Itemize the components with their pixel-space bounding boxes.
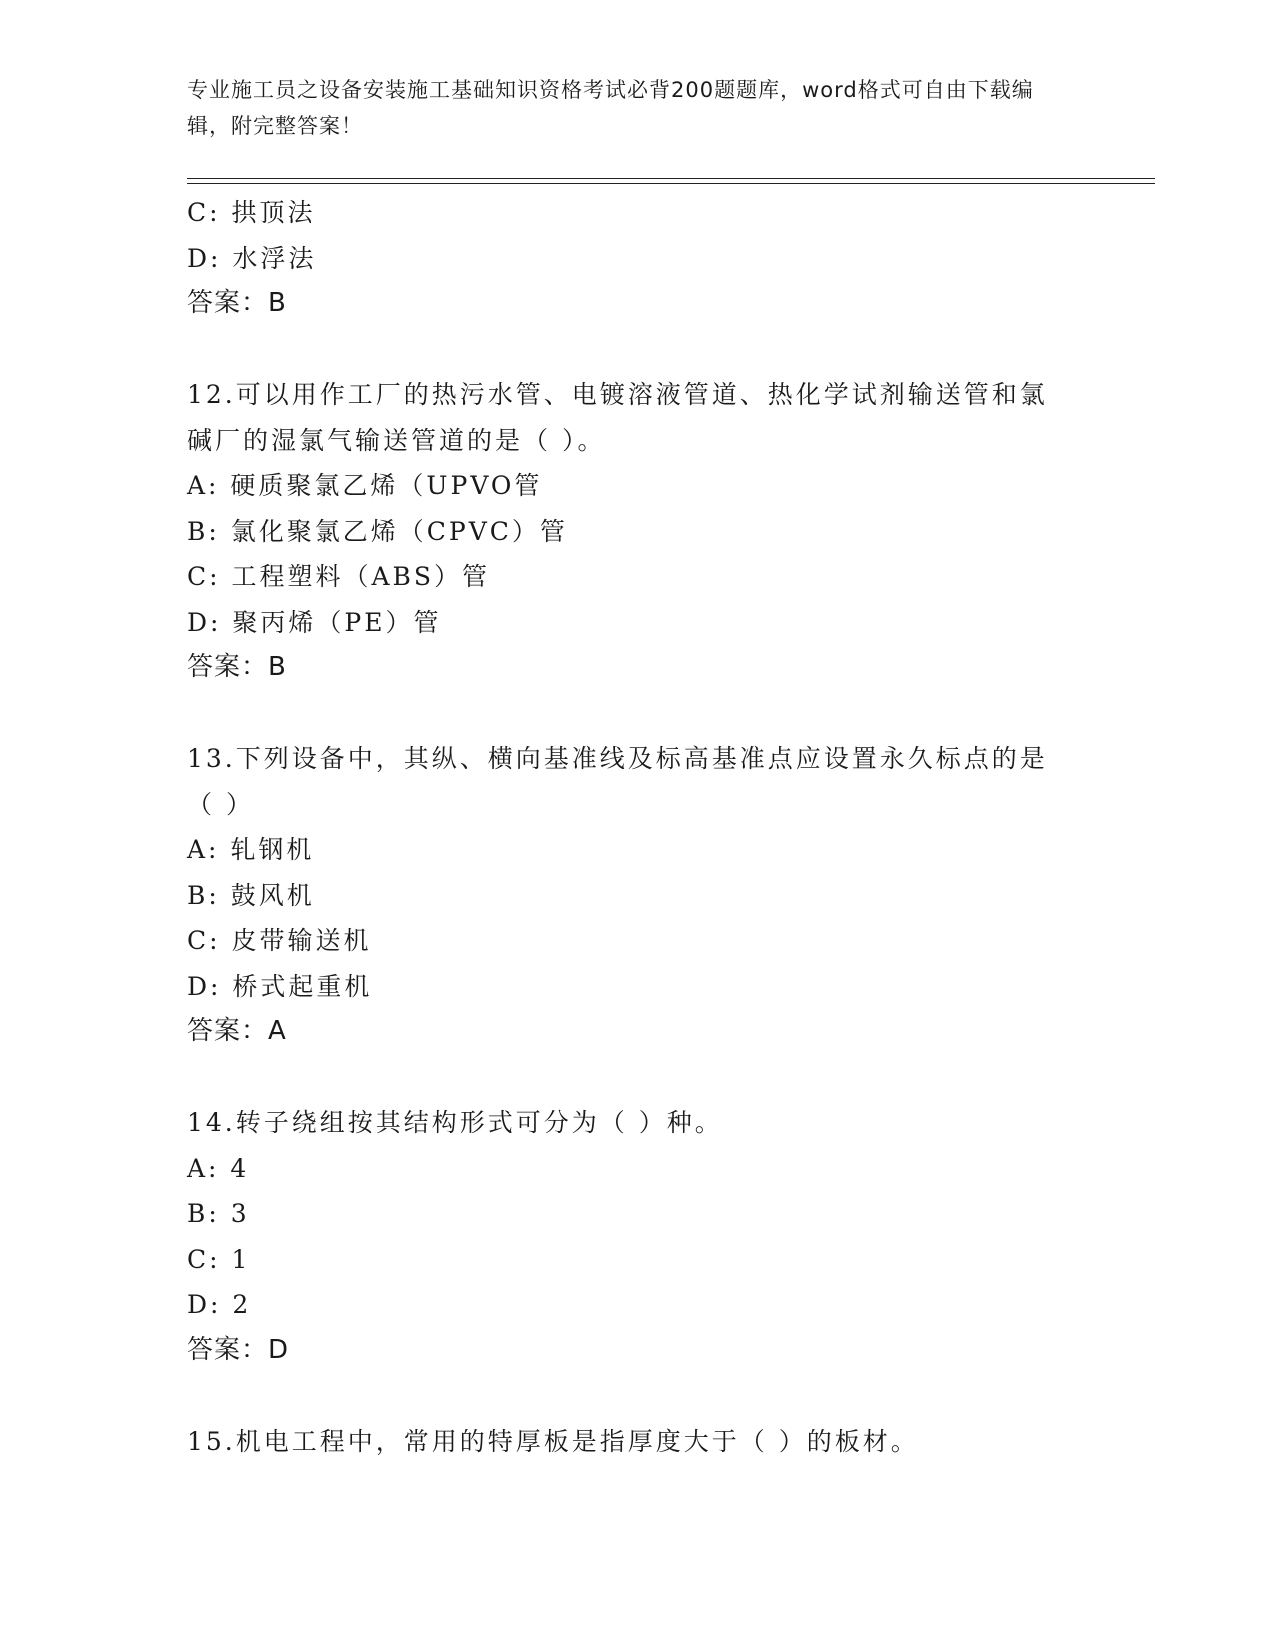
spacer — [187, 691, 1087, 737]
question-stem: 14.转子绕组按其结构形式可分为（ ）种。 — [187, 1108, 723, 1137]
option-c: C: 拱顶法 — [187, 198, 316, 227]
question-stem: 12.可以用作工厂的热污水管、电镀溶液管道、热化学试剂输送管和氯 — [187, 380, 1048, 409]
spacer — [187, 327, 1087, 373]
spacer — [187, 1055, 1087, 1101]
answer: 答案：A — [187, 1016, 287, 1046]
option-a: A: 硬质聚氯乙烯（UPVO管 — [187, 471, 543, 500]
question-stem: 13.下列设备中，其纵、横向基准线及标高基准点应设置永久标点的是 — [187, 744, 1048, 773]
option-d: D: 2 — [187, 1290, 252, 1319]
option-c: C: 1 — [187, 1244, 251, 1274]
option-b: B: 3 — [187, 1199, 250, 1228]
answer: 答案：B — [187, 652, 287, 682]
option-a: A: 4 — [187, 1153, 250, 1183]
header-rule-bottom — [187, 183, 1155, 184]
header-rule-top — [187, 178, 1155, 179]
document-header: 专业施工员之设备安装施工基础知识资格考试必背200题题库，word格式可自由下载编辑，附完整答案！ — [187, 78, 1034, 138]
option-a: A: 轧钢机 — [187, 835, 315, 864]
question-stem: 碱厂的湿氯气输送管道的是（ ）。 — [187, 425, 606, 455]
option-d: D: 聚丙烯（PE）管 — [187, 607, 442, 637]
option-c: C: 皮带输送机 — [187, 926, 372, 955]
question-stem: 15.机电工程中，常用的特厚板是指厚度大于（ ）的板材。 — [187, 1426, 919, 1456]
question-stem: （ ） — [187, 789, 254, 819]
question-content — [187, 190, 1087, 1464]
option-b: B: 氯化聚氯乙烯（CPVC）管 — [187, 516, 568, 546]
answer: 答案：D — [187, 1334, 290, 1365]
option-d: D: 桥式起重机 — [187, 971, 373, 1001]
option-c: C: 工程塑料（ABS）管 — [187, 562, 491, 591]
option-d: D: 水浮法 — [187, 243, 317, 273]
answer: 答案：B — [187, 288, 287, 318]
spacer — [187, 1373, 1087, 1419]
option-b: B: 鼓风机 — [187, 880, 315, 910]
